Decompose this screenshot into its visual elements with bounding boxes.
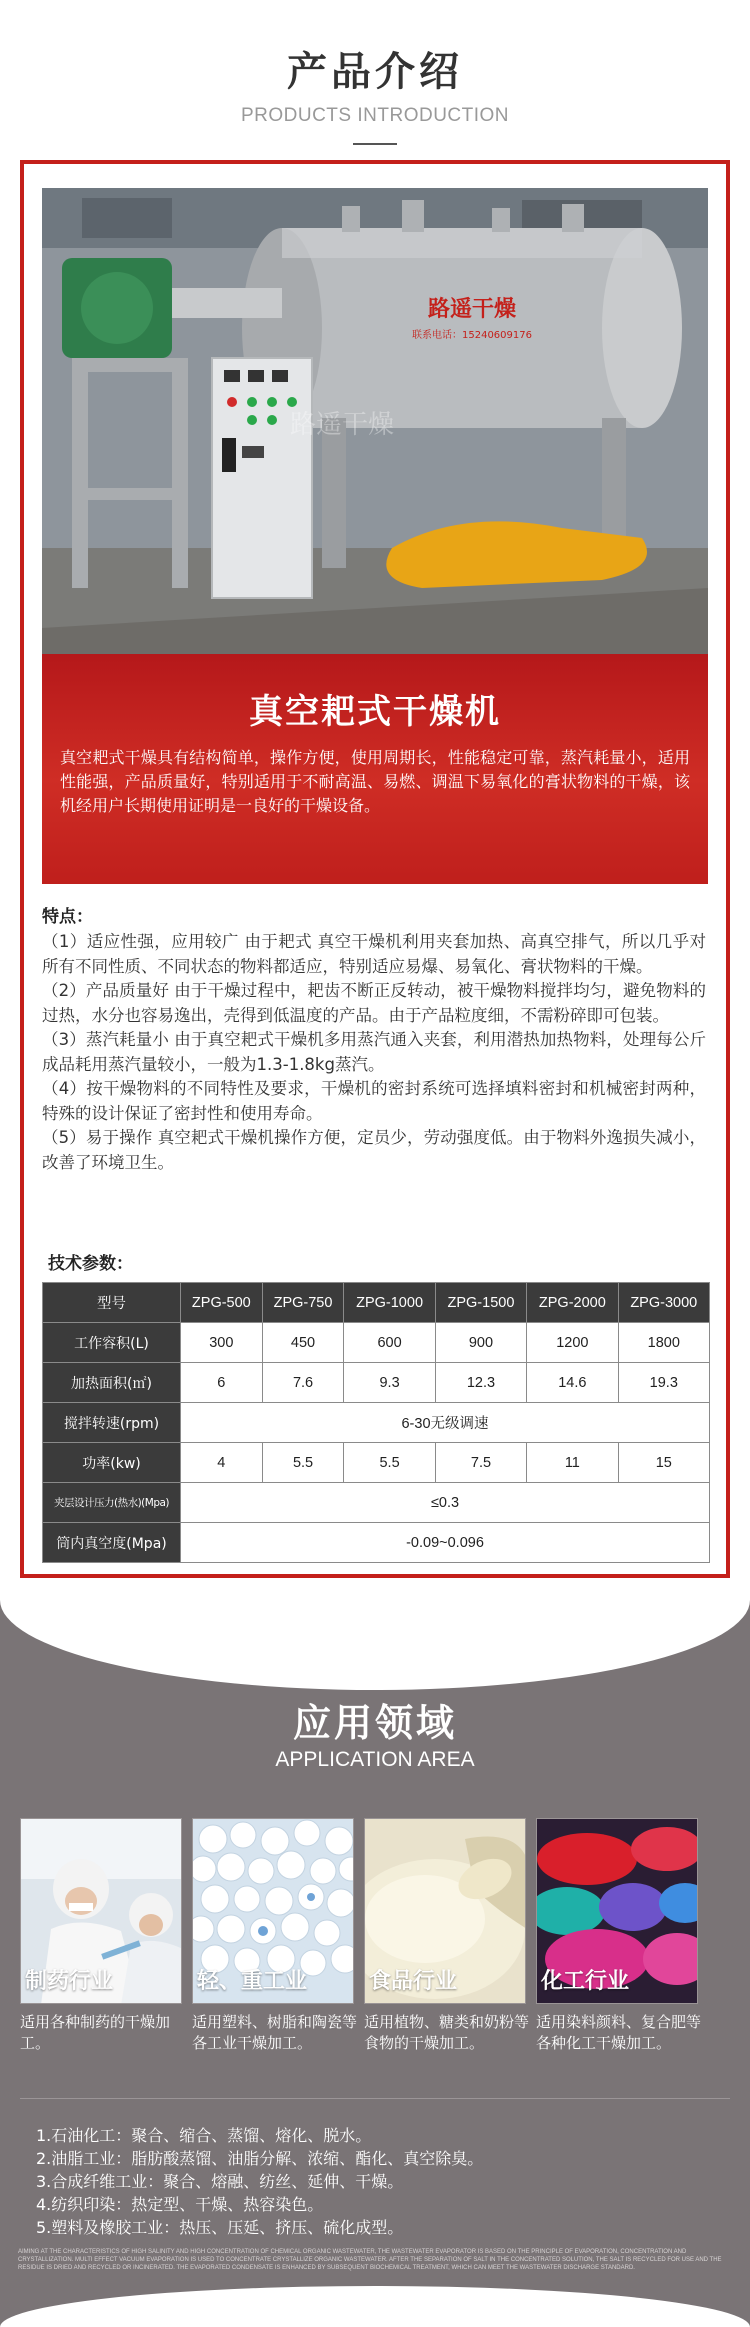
tile-pharma xyxy=(20,1818,182,2004)
features-list xyxy=(42,930,706,1175)
table-cell: 1800 xyxy=(618,1323,709,1363)
section-header xyxy=(0,40,750,145)
row-label: 工作容积(L) xyxy=(43,1323,181,1363)
tile-description: 适用塑料、树脂和陶瓷等各工业干燥加工。 xyxy=(192,2013,358,2052)
row-label: 功率(kw) xyxy=(43,1443,181,1483)
tile-label: 化工行业 xyxy=(541,1969,630,1994)
row-label: 加热面积(㎡) xyxy=(43,1363,181,1403)
list-item: 5.塑料及橡胶工业：热压、压延、挤压、硫化成型。 xyxy=(36,2218,404,2237)
table-cell: 4 xyxy=(181,1443,263,1483)
application-top-curve xyxy=(0,1600,750,1690)
table-row xyxy=(43,1403,710,1443)
table-header-cell: ZPG-3000 xyxy=(618,1283,709,1323)
tile-description: 适用植物、糖类和奶粉等食物的干燥加工。 xyxy=(364,2013,530,2052)
feature-item: （2）产品质量好 由于干燥过程中，耙齿不断正反转动，被干燥物料搅拌均匀，避免物料的过热，水分也容易逸出，壳得到低温度的产品。由于产品粒度细，不需粉碎即可包装。 xyxy=(42,981,706,1025)
list-item: 1.石油化工：聚合、缩合、蒸馏、熔化、脱水。 xyxy=(36,2126,372,2145)
row-label: 搅拌转速(rpm) xyxy=(43,1403,181,1443)
tank-brand-text: 路遥干燥 xyxy=(427,297,517,322)
feature-item: （3）蒸汽耗量小 由于真空耙式干燥机多用蒸汽通入夹套，利用潜热加热物料，处理每公斤成品耗用蒸汽量较小，一般为1.3-1.8kg蒸汽。 xyxy=(42,1030,706,1074)
specs-table xyxy=(42,1282,710,1563)
table-cell: 5.5 xyxy=(344,1443,435,1483)
table-cell: 600 xyxy=(344,1323,435,1363)
table-cell: 15 xyxy=(618,1443,709,1483)
table-row xyxy=(43,1523,710,1563)
table-cell: 14.6 xyxy=(527,1363,618,1403)
title-divider xyxy=(353,143,397,145)
tile-label: 制药行业 xyxy=(25,1969,114,1994)
row-label: 筒内真空度(Mpa) xyxy=(43,1523,181,1563)
table-header-cell: ZPG-750 xyxy=(262,1283,344,1323)
table-cell-merged: ≤0.3 xyxy=(181,1483,710,1523)
application-list xyxy=(36,2124,726,2239)
application-bottom-curve xyxy=(0,2286,750,2327)
photo-watermark: 路遥干燥 xyxy=(289,410,395,440)
tile-chemical xyxy=(536,1818,698,2004)
table-row xyxy=(43,1363,710,1403)
specs-title: 技术参数： xyxy=(48,1254,133,1274)
table-header-cell: ZPG-1000 xyxy=(344,1283,435,1323)
tile-food xyxy=(364,1818,526,2004)
product-name: 真空耙式干燥机 xyxy=(249,692,501,732)
application-subtitle: APPLICATION AREA xyxy=(275,1748,475,1771)
application-section xyxy=(0,1600,750,2327)
list-item: 4.纺织印染：热定型、干燥、热容染色。 xyxy=(36,2195,324,2214)
table-cell-merged: 6-30无级调速 xyxy=(181,1403,710,1443)
vacuum-rake-dryer-illustration xyxy=(42,188,708,678)
table-cell: 7.6 xyxy=(262,1363,344,1403)
row-label: 夹层设计压力(热水)(Mpa) xyxy=(43,1483,181,1523)
table-cell: 5.5 xyxy=(262,1443,344,1483)
feature-item: （1）适应性强，应用较广 由于耙式 真空干燥机利用夹套加热、高真空排气，所以几乎对所有不同性质、不同状态的物料都适应，特别适应易爆、易氧化、膏状物料的干燥。 xyxy=(42,932,706,976)
tile-description: 适用各种制药的干燥加工。 xyxy=(20,2013,171,2052)
section-subtitle: PRODUCTS INTRODUCTION xyxy=(240,105,510,126)
table-cell: 11 xyxy=(527,1443,618,1483)
table-cell: 7.5 xyxy=(435,1443,526,1483)
product-photo xyxy=(42,188,708,678)
table-header-row xyxy=(43,1283,710,1323)
application-tiles xyxy=(20,1818,730,2060)
table-cell: 1200 xyxy=(527,1323,618,1363)
table-cell: 450 xyxy=(262,1323,344,1363)
features-title: 特点： xyxy=(42,907,93,927)
table-row xyxy=(43,1443,710,1483)
table-cell: 9.3 xyxy=(344,1363,435,1403)
table-header-cell: ZPG-2000 xyxy=(527,1283,618,1323)
table-cell-merged: -0.09~0.096 xyxy=(181,1523,710,1563)
table-cell: 300 xyxy=(181,1323,263,1363)
fine-print: AIMING AT THE CHARACTERISTICS OF HIGH SALINITY AND HIGH CONCENTRATION OF CHEMICAL ORGANIC WASTEWATER, THE WASTEWATER EVAPORATOR IS BASED ON THE PRINCIPLE OF EVAPORATION, CONCENTRATION AND CRYSTALLIZATION. MULTI EFFECT VACUUM EVAPORATION IS USED TO CONCENTRATE CRYSTALLIZE ORGANIC WASTEWATER. AFTER THE SEPARATION OF SALT IN THE CONCENTRATED SOLUTION, THE SALT IS RECYCLED FOR USE AND THE RESIDUE IS DRIED AND RECYCLED OR INCINERATED. THE EVAPORATED CONDENSATE IS ENHANCED BY SUBSEQUENT BIOCHEMICAL TREATMENT, WHICH CAN MEET THE WASTEWATER DISCHARGE STANDARD. xyxy=(18,2249,722,2271)
table-row xyxy=(43,1323,710,1363)
feature-item: （5）易于操作 真空耙式干燥机操作方便，定员少，劳动强度低。由于物料外逸损失减小，改善了环境卫生。 xyxy=(42,1128,706,1172)
table-row xyxy=(43,1483,710,1523)
tank-phone-text: 联系电话：15240609176 xyxy=(412,330,532,341)
feature-item: （4）按干燥物料的不同特性及要求，干燥机的密封系统可选择填料密封和机械密封两种，特殊的设计保证了密封性和使用寿命。 xyxy=(42,1079,706,1123)
tile-label: 轻、重工业 xyxy=(197,1969,308,1994)
application-title: 应用领域 xyxy=(292,1701,457,1745)
list-item: 2.油脂工业：脂肪酸蒸馏、油脂分解、浓缩、酯化、真空除臭。 xyxy=(36,2149,484,2168)
section-title: 产品介绍 xyxy=(287,49,463,95)
table-cell: 6 xyxy=(181,1363,263,1403)
product-card xyxy=(20,160,730,1578)
product-description: 真空耙式干燥具有结构简单，操作方便，使用周期长，性能稳定可靠，蒸汽耗量小，适用性能强，产品质量好，特别适用于不耐高温、易燃、调温下易氧化的膏状物料的干燥，该机经用户长期使用证明是一良好的干燥设备。 xyxy=(60,748,690,815)
table-header-cell: ZPG-500 xyxy=(181,1283,263,1323)
tile-label: 食品行业 xyxy=(369,1969,458,1994)
table-header-cell: ZPG-1500 xyxy=(435,1283,526,1323)
application-divider xyxy=(20,2098,730,2099)
table-cell: 900 xyxy=(435,1323,526,1363)
list-item: 3.合成纤维工业：聚合、熔融、纺丝、延伸、干燥。 xyxy=(36,2172,404,2191)
tile-description: 适用染料颜料、复合肥等各种化工干燥加工。 xyxy=(536,2013,702,2052)
table-cell: 19.3 xyxy=(618,1363,709,1403)
tile-industry xyxy=(192,1818,354,2004)
table-header-cell: 型号 xyxy=(43,1283,181,1323)
table-cell: 12.3 xyxy=(435,1363,526,1403)
